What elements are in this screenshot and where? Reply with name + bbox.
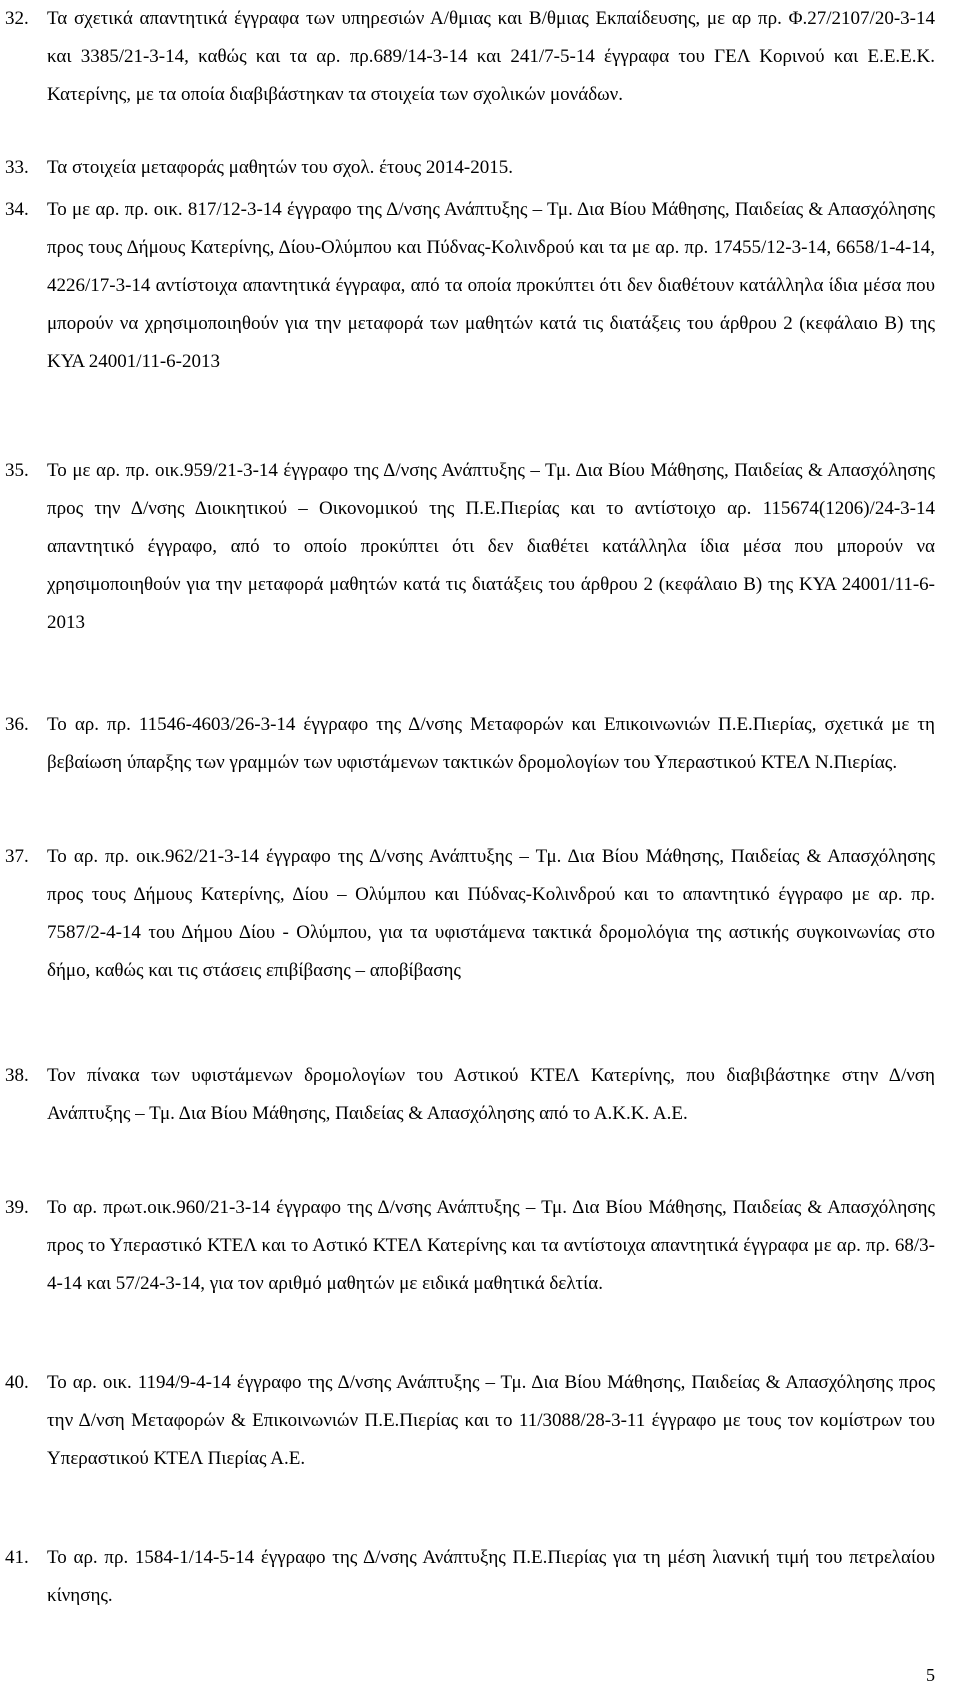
item-number: 35. xyxy=(5,460,29,481)
list-item xyxy=(5,191,935,381)
item-number: 32. xyxy=(5,8,29,29)
item-number: 37. xyxy=(5,846,29,867)
item-number: 41. xyxy=(5,1547,29,1568)
item-number: 40. xyxy=(5,1372,29,1393)
list-item xyxy=(5,1057,935,1133)
item-text: Το αρ. πρ. 1584-1/14-5-14 έγγραφο της Δ/νσης Ανάπτυξης Π.Ε.Πιερίας για τη μέση λιανική τιμή του πετρελαίου κίνησης. xyxy=(47,1547,935,1606)
item-text: Το αρ. πρ. 11546-4603/26-3-14 έγγραφο της Δ/νσης Μεταφορών και Επικοινωνιών Π.Ε.Πιερίας, σχετικά με τη βεβαίωση ύπαρξης των γραμμών των υφιστάμενων τακτικών δρομολογίων του Υπεραστικού ΚΤΕΛ Ν.Πιερίας. xyxy=(47,714,935,773)
list-item xyxy=(5,1364,935,1478)
item-text: Το αρ. πρωτ.οικ.960/21-3-14 έγγραφο της Δ/νσης Ανάπτυξης – Τμ. Δια Βίου Μάθησης, Παιδείας & Απασχόλησης προς το Υπεραστικό ΚΤΕΛ και το Αστικό ΚΤΕΛ Κατερίνης και τα αντίστοιχα απαντητικά έγγραφα με αρ. πρ. 68/3-4-14 και 57/24-3-14, για τον αριθμό μαθητών με ειδικά μαθητικά δελτία. xyxy=(47,1197,935,1294)
item-text: Το αρ. οικ. 1194/9-4-14 έγγραφο της Δ/νσης Ανάπτυξης – Τμ. Δια Βίου Μάθησης, Παιδείας & Απασχόλησης προς την Δ/νση Μεταφορών & Επικοινωνιών Π.Ε.Πιερίας και το 11/3088/28-3-11 έγγραφο με τους τον κομίστρων του Υπεραστικού ΚΤΕΛ Πιερίας Α.Ε. xyxy=(47,1372,935,1469)
list-item xyxy=(5,149,935,187)
item-text: Το αρ. πρ. οικ.962/21-3-14 έγγραφο της Δ/νσης Ανάπτυξης – Τμ. Δια Βίου Μάθησης, Παιδείας & Απασχόλησης προς τους Δήμους Κατερίνης, Δίου – Ολύμπου και Πύδνας-Κολινδρού και το απαντητικό έγγραφο με αρ. πρ. 7587/2-4-14 του Δήμου Δίου - Ολύμπου, για τα υφιστάμενα τακτικά δρομολόγια της αστικής συγκοινωνίας στο δήμο, καθώς και τις στάσεις επιβίβασης – αποβίβασης xyxy=(47,846,935,981)
item-number: 36. xyxy=(5,714,29,735)
list-item xyxy=(5,0,935,114)
item-text: Το με αρ. πρ. οικ.959/21-3-14 έγγραφο της Δ/νσης Ανάπτυξης – Τμ. Δια Βίου Μάθησης, Παιδείας & Απασχόλησης προς την Δ/νσης Διοικητικού – Οικονομικού της Π.Ε.Πιερίας και το αντίστοιχο αρ. 115674(1206)/24-3-14 απαντητικό έγγραφο, από το οποίο προκύπτει ότι δεν διαθέτει κατάλληλα ίδια μέσα που μπορούν να χρησιμοποιηθούν για την μεταφορά μαθητών κατά τις διατάξεις του άρθρου 2 (κεφάλαιο Β) της ΚΥΑ 24001/11-6-2013 xyxy=(47,460,935,633)
item-text: Τα στοιχεία μεταφοράς μαθητών του σχολ. έτους 2014-2015. xyxy=(47,157,513,178)
item-text: Το με αρ. πρ. οικ. 817/12-3-14 έγγραφο της Δ/νσης Ανάπτυξης – Τμ. Δια Βίου Μάθησης, Παιδείας & Απασχόλησης προς τους Δήμους Κατερίνης, Δίου-Ολύμπου και Πύδνας-Κολινδρού και τα με αρ. πρ. 17455/12-3-14, 6658/1-4-14, 4226/17-3-14 αντίστοιχα απαντητικά έγγραφα, από τα οποία προκύπτει ότι δεν διαθέτουν κατάλληλα ίδια μέσα που μπορούν να χρησιμοποιηθούν για την μεταφορά των μαθητών κατά τις διατάξεις του άρθρου 2 (κεφάλαιο Β) της ΚΥΑ 24001/11-6-2013 xyxy=(47,199,935,372)
list-item xyxy=(5,838,935,990)
item-number: 39. xyxy=(5,1197,29,1218)
item-number: 33. xyxy=(5,157,29,178)
item-number: 38. xyxy=(5,1065,29,1086)
page-number: 5 xyxy=(926,1665,935,1685)
list-item xyxy=(5,452,935,642)
item-text: Τον πίνακα των υφιστάμενων δρομολογίων του Αστικού ΚΤΕΛ Κατερίνης, που διαβιβάστηκε στην Δ/νση Ανάπτυξης – Τμ. Δια Βίου Μάθησης, Παιδείας & Απασχόλησης από το Α.Κ.Κ. Α.Ε. xyxy=(47,1065,935,1124)
list-item xyxy=(5,706,935,782)
item-number: 34. xyxy=(5,199,29,220)
list-item xyxy=(5,1539,935,1615)
list-item xyxy=(5,1189,935,1303)
item-text: Τα σχετικά απαντητικά έγγραφα των υπηρεσιών Α/θμιας και Β/θμιας Εκπαίδευσης, με αρ πρ. Φ.27/2107/20-3-14 και 3385/21-3-14, καθώς και τα αρ. πρ.689/14-3-14 και 241/7-5-14 έγγραφα του ΓΕΛ Κορινού και Ε.Ε.Ε.Κ. Κατερίνης, με τα οποία διαβιβάστηκαν τα στοιχεία των σχολικών μονάδων. xyxy=(47,8,935,105)
